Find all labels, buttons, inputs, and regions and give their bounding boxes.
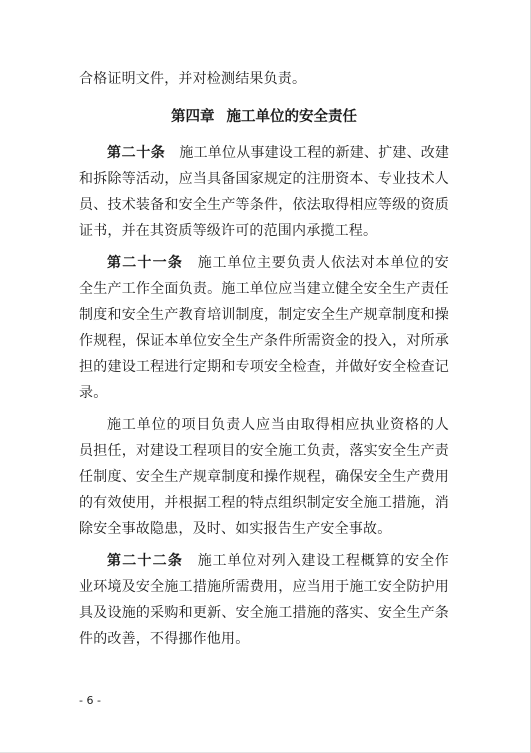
article-line: 件的改善，不得挪作他用。 bbox=[79, 631, 250, 647]
article-line: 任制度、安全生产规章制度和操作规程，确保安全生产费用 bbox=[79, 469, 449, 485]
article-line: 全生产工作全面负责。施工单位应当建立健全安全生产责任 bbox=[79, 281, 449, 297]
article-line: 制度和安全生产教育培训制度，制定安全生产规章制度和操 bbox=[79, 307, 449, 323]
chapter-number: 第四章 bbox=[171, 109, 215, 125]
article-line: 和拆除等活动，应当具备国家规定的注册资本、专业技术人 bbox=[79, 171, 449, 187]
article-text: 施工单位主要负责人依法对本单位的安 bbox=[197, 255, 449, 271]
document-body bbox=[79, 66, 449, 652]
article-line bbox=[79, 548, 449, 574]
article-22 bbox=[79, 548, 449, 652]
article-line: 录。 bbox=[79, 385, 108, 401]
article-text: 施工单位对列入建设工程概算的安全作 bbox=[197, 553, 449, 569]
article-line: 证书，并在其资质等级许可的范围内承揽工程。 bbox=[79, 223, 378, 239]
article-text: 施工单位从事建设工程的新建、扩建、改建 bbox=[179, 145, 450, 161]
article-number: 第二十一条 bbox=[107, 255, 184, 271]
article-line: 业环境及安全施工措施所需费用，应当用于施工安全防护用 bbox=[79, 579, 449, 595]
article-line: 除安全事故隐患，及时、如实报告生产安全事故。 bbox=[79, 521, 392, 537]
article-line bbox=[79, 250, 449, 276]
article-line: 员、技术装备和安全生产等条件，依法取得相应等级的资质 bbox=[79, 197, 449, 213]
article-line: 担的建设工程进行定期和专项安全检查，并做好安全检查记 bbox=[79, 359, 449, 375]
chapter-heading bbox=[79, 104, 449, 130]
article-line: 的有效使用，并根据工程的特点组织制定安全施工措施，消 bbox=[79, 495, 449, 511]
article-line: 作规程，保证本单位安全生产条件所需资金的投入，对所承 bbox=[79, 333, 449, 349]
article-21-paragraph-2 bbox=[79, 412, 449, 542]
article-21 bbox=[79, 250, 449, 406]
article-line: 具及设施的采购和更新、安全施工措施的落实、安全生产条 bbox=[79, 605, 449, 621]
article-number: 第二十二条 bbox=[107, 553, 184, 569]
continuation-line: 合格证明文件，并对检测结果负责。 bbox=[79, 71, 307, 87]
chapter-title: 施工单位的安全责任 bbox=[226, 109, 357, 125]
page-number: - 6 - bbox=[79, 694, 101, 707]
article-20 bbox=[79, 140, 449, 244]
article-line bbox=[79, 140, 449, 166]
article-line: 员担任，对建设工程项目的安全施工负责，落实安全生产责 bbox=[79, 443, 449, 459]
article-line: 施工单位的项目负责人应当由取得相应执业资格的人 bbox=[107, 417, 449, 433]
article-number: 第二十条 bbox=[107, 145, 166, 161]
